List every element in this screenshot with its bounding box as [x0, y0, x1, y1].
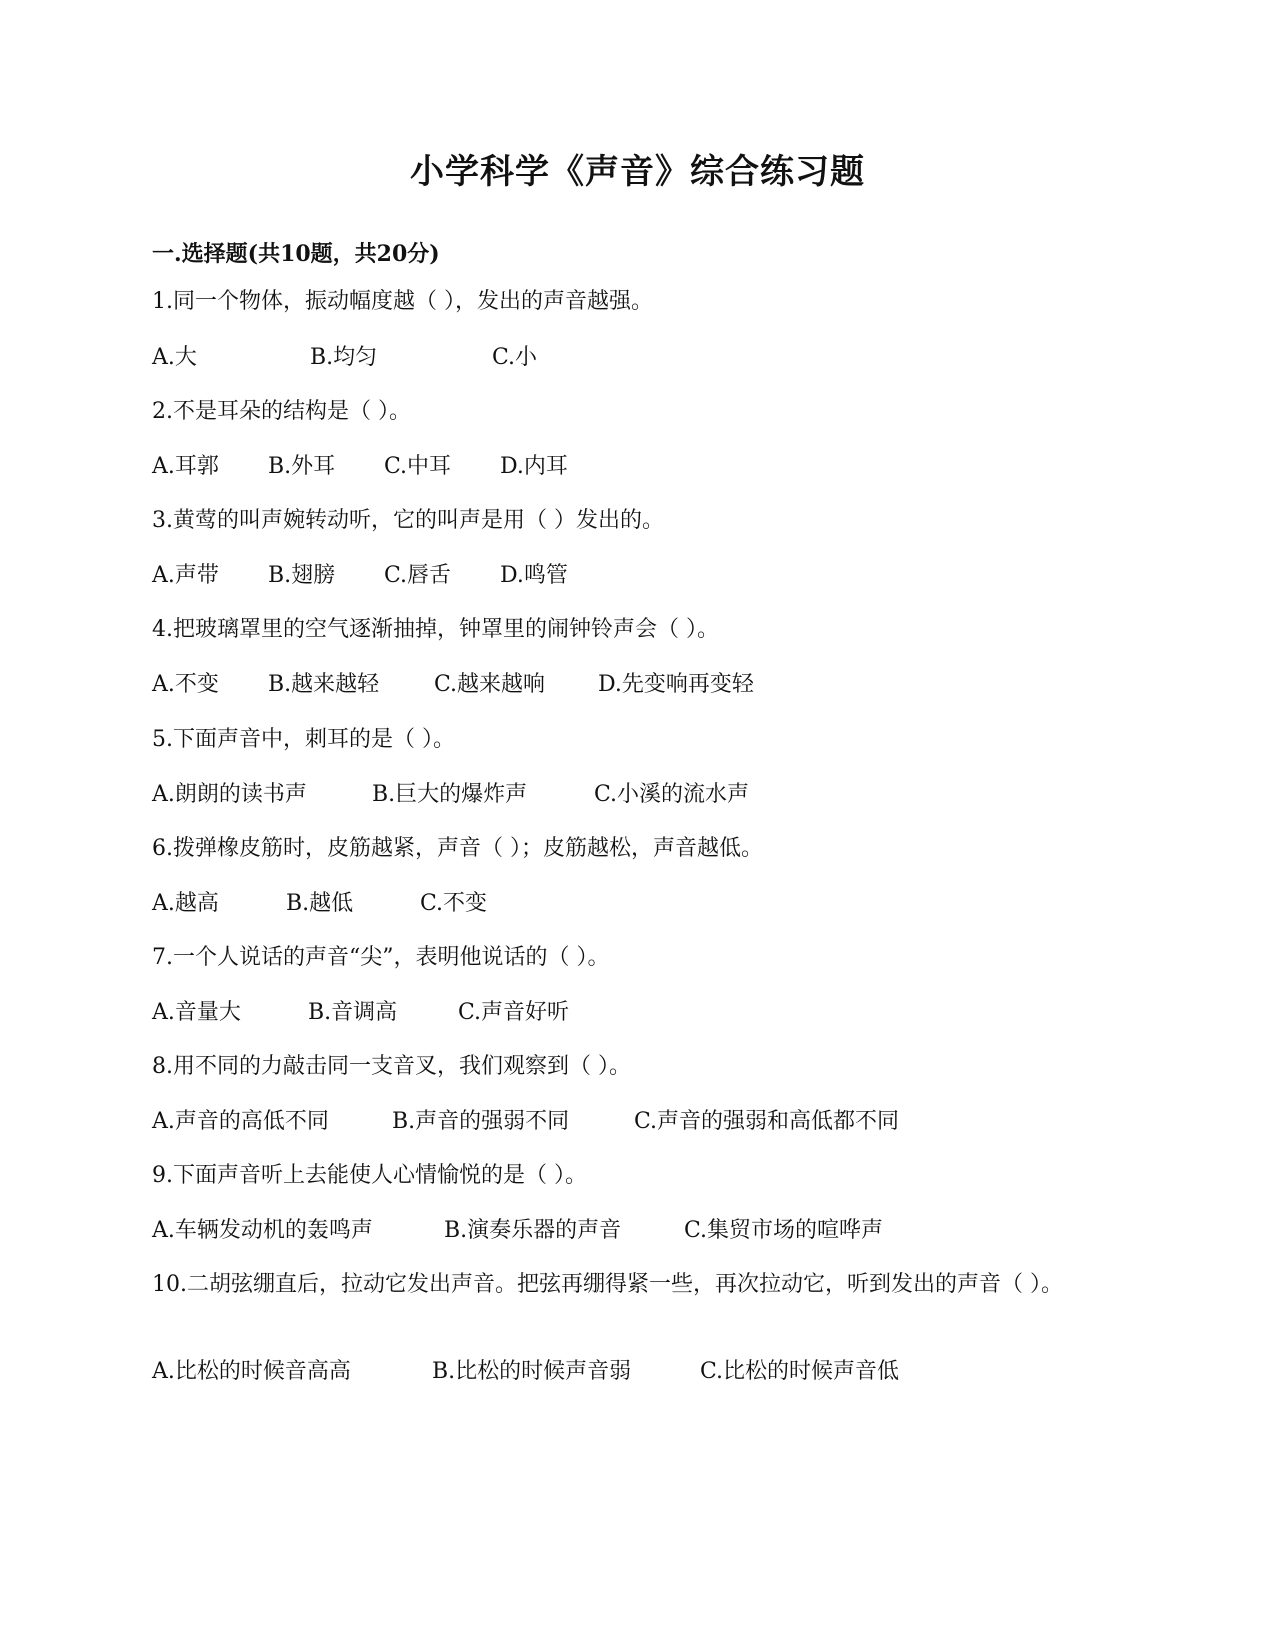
question-stem: 3.黄莺的叫声婉转动听，它的叫声是用（ ）发出的。 — [152, 508, 664, 533]
question-options — [152, 888, 1152, 920]
question-options — [152, 1356, 1152, 1388]
option-a: A.越高 — [152, 891, 219, 916]
section-heading: 一.选择题(共10题，共20分) — [152, 241, 440, 267]
question-stem: 9.下面声音听上去能使人心情愉悦的是（ ）。 — [152, 1163, 587, 1188]
option-d: D.先变响再变轻 — [598, 672, 754, 697]
option-b: B.演奏乐器的声音 — [444, 1218, 622, 1243]
question-stem: 4.把玻璃罩里的空气逐渐抽掉，钟罩里的闹钟铃声会（ ）。 — [152, 617, 719, 642]
question-options — [152, 1215, 1152, 1247]
question-options — [152, 669, 1152, 701]
option-c: C.集贸市场的喧哗声 — [684, 1218, 884, 1243]
question-options — [152, 451, 1152, 483]
option-c: C.声音的强弱和高低都不同 — [634, 1109, 900, 1134]
option-b: B.巨大的爆炸声 — [372, 782, 528, 807]
option-a: A.耳郭 — [152, 454, 219, 479]
question-options — [152, 1106, 1152, 1138]
option-b: B.均匀 — [310, 345, 378, 370]
option-c: C.比松的时候声音低 — [700, 1359, 900, 1384]
option-a: A.不变 — [152, 672, 219, 697]
option-c: C.小 — [492, 345, 538, 370]
option-b: B.外耳 — [268, 454, 336, 479]
option-b: B.越低 — [286, 891, 354, 916]
option-a: A.声带 — [152, 563, 219, 588]
option-c: C.声音好听 — [458, 1000, 570, 1025]
option-a: A.音量大 — [152, 1000, 241, 1025]
question-options — [152, 997, 1152, 1029]
question-stem: 8.用不同的力敲击同一支音叉，我们观察到（ ）。 — [152, 1054, 631, 1079]
question-stem: 7.一个人说话的声音“尖”，表明他说话的（ ）。 — [152, 945, 610, 970]
option-b: B.声音的强弱不同 — [392, 1109, 570, 1134]
option-d: D.鸣管 — [500, 563, 568, 588]
question-stem: 6.拨弹橡皮筋时，皮筋越紧，声音（ ）；皮筋越松，声音越低。 — [152, 836, 763, 861]
page-title: 小学科学《声音》综合练习题 — [410, 152, 865, 192]
option-a: A.车辆发动机的轰鸣声 — [152, 1218, 373, 1243]
option-d: D.内耳 — [500, 454, 568, 479]
question-stem: 2.不是耳朵的结构是（ ）。 — [152, 399, 411, 424]
question-stem: 5.下面声音中，刺耳的是（ ）。 — [152, 727, 455, 752]
option-c: C.中耳 — [384, 454, 452, 479]
option-c: C.越来越响 — [434, 672, 546, 697]
option-b: B.翅膀 — [268, 563, 336, 588]
option-c: C.小溪的流水声 — [594, 782, 750, 807]
option-c: C.不变 — [420, 891, 488, 916]
question-options — [152, 779, 1152, 811]
option-c: C.唇舌 — [384, 563, 452, 588]
option-b: B.音调高 — [308, 1000, 398, 1025]
question-stem: 1.同一个物体，振动幅度越（ ），发出的声音越强。 — [152, 289, 653, 314]
option-a: A.大 — [152, 345, 197, 370]
option-a: A.比松的时候音高高 — [152, 1359, 351, 1384]
option-b: B.越来越轻 — [268, 672, 380, 697]
option-a: A.声音的高低不同 — [152, 1109, 329, 1134]
question-options — [152, 560, 1152, 592]
option-b: B.比松的时候声音弱 — [432, 1359, 632, 1384]
option-a: A.朗朗的读书声 — [152, 782, 307, 807]
question-stem: 10.二胡弦绷直后，拉动它发出声音。把弦再绷得紧一些，再次拉动它，听到发出的声音（ ）。 — [152, 1272, 1063, 1297]
question-options — [152, 342, 1152, 374]
